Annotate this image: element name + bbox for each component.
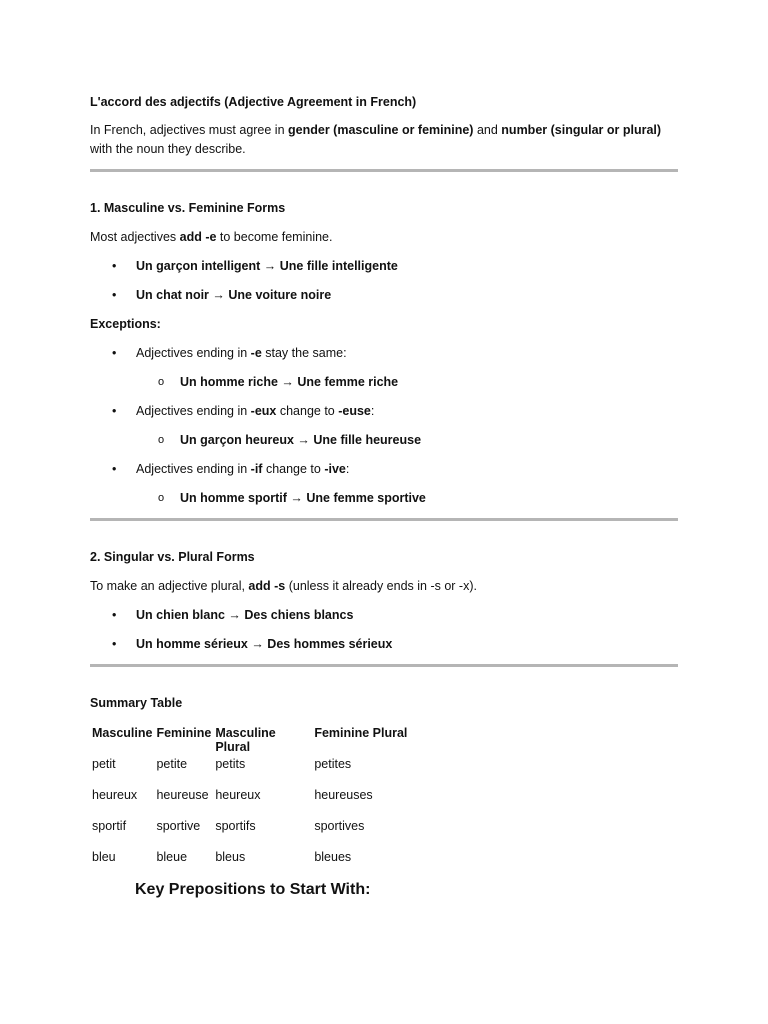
exception-text: Adjectives ending in	[136, 346, 251, 360]
exception-text: :	[345, 462, 350, 476]
exception-text: Adjectives ending in	[136, 462, 251, 476]
section2-rule	[90, 576, 678, 596]
summary-table	[90, 726, 411, 881]
exception-suffix: -eux	[250, 404, 277, 418]
exception-suffix: -euse	[338, 404, 371, 418]
table-cell: sportifs	[215, 819, 256, 833]
document-body	[90, 92, 678, 881]
exceptions-list	[90, 343, 678, 508]
table-cell: bleues	[314, 850, 352, 864]
table-row	[90, 850, 411, 881]
list-item	[90, 634, 678, 654]
list-item	[90, 459, 678, 479]
table-cell: petites	[314, 757, 352, 771]
section1-examples	[90, 256, 678, 305]
rule-bold: add -e	[179, 230, 217, 244]
table-cell: petit	[92, 757, 116, 771]
exception-text: change to	[276, 404, 339, 418]
table-cell: sportif	[92, 819, 127, 833]
document-title: L'accord des adjectifs (Adjective Agreement in French)	[90, 95, 417, 109]
list-item	[90, 430, 678, 450]
list-item	[90, 401, 678, 421]
key-prepositions-heading: Key Prepositions to Start With:	[135, 881, 371, 898]
example-text: Un chat noir → Une voiture noire	[136, 288, 332, 302]
column-header: Masculine Plural	[215, 726, 276, 754]
table-cell: sportive	[156, 819, 201, 833]
list-item	[90, 343, 678, 363]
exception-text: change to	[262, 462, 325, 476]
column-header: Feminine	[156, 726, 212, 740]
rule-text: Most adjectives	[90, 230, 180, 244]
table-header-row	[90, 726, 411, 757]
section1-rule	[90, 227, 678, 247]
exception-example: Un homme riche → Une femme riche	[180, 375, 399, 389]
list-item	[90, 605, 678, 625]
exception-text: Adjectives ending in	[136, 404, 251, 418]
section2-heading: 2. Singular vs. Plural Forms	[90, 550, 255, 564]
divider	[90, 518, 678, 521]
table-row	[90, 819, 411, 850]
table-cell: petite	[156, 757, 188, 771]
table-cell: sportives	[314, 819, 365, 833]
list-item	[90, 488, 678, 508]
list-item	[90, 372, 678, 392]
table-cell: heureuse	[156, 788, 209, 802]
example-text: Un homme sérieux → Des hommes sérieux	[136, 637, 393, 651]
rule-text: to become feminine.	[216, 230, 333, 244]
rule-text: To make an adjective plural,	[90, 579, 249, 593]
exception-text: :	[370, 404, 375, 418]
table-row	[90, 757, 411, 788]
list-item	[90, 285, 678, 305]
exceptions-label: Exceptions:	[90, 317, 161, 331]
table-cell: heureuses	[314, 788, 373, 802]
example-text: Un garçon intelligent → Une fille intelligente	[136, 259, 398, 273]
table-cell: petits	[215, 757, 246, 771]
exception-suffix: -ive	[324, 462, 346, 476]
table-row	[90, 788, 411, 819]
example-text: Un chien blanc → Des chiens blancs	[136, 608, 354, 622]
intro-bold-gender: gender (masculine or feminine)	[288, 123, 474, 137]
intro-text: In French, adjectives must agree in	[90, 123, 289, 137]
exception-example: Un homme sportif → Une femme sportive	[180, 491, 426, 505]
column-header: Feminine Plural	[314, 726, 408, 740]
table-cell: heureux	[215, 788, 261, 802]
intro-text: and	[473, 123, 502, 137]
intro-paragraph	[90, 121, 678, 159]
rule-text: (unless it already ends in -s or -x).	[285, 579, 477, 593]
table-cell: heureux	[92, 788, 138, 802]
column-header: Masculine	[92, 726, 153, 740]
intro-bold-number: number (singular or plural)	[501, 123, 662, 137]
section2-examples	[90, 605, 678, 654]
exception-text: stay the same:	[261, 346, 347, 360]
intro-text: with the noun they describe.	[90, 142, 246, 156]
table-cell: bleu	[92, 850, 116, 864]
list-item	[90, 256, 678, 276]
table-cell: bleus	[215, 850, 246, 864]
exception-suffix: -e	[250, 346, 262, 360]
divider	[90, 664, 678, 667]
divider	[90, 169, 678, 172]
exception-suffix: -if	[250, 462, 263, 476]
section1-heading: 1. Masculine vs. Feminine Forms	[90, 201, 286, 215]
rule-bold: add -s	[248, 579, 286, 593]
summary-heading: Summary Table	[90, 696, 183, 710]
exception-example: Un garçon heureux → Une fille heureuse	[180, 433, 422, 447]
table-cell: bleue	[156, 850, 188, 864]
